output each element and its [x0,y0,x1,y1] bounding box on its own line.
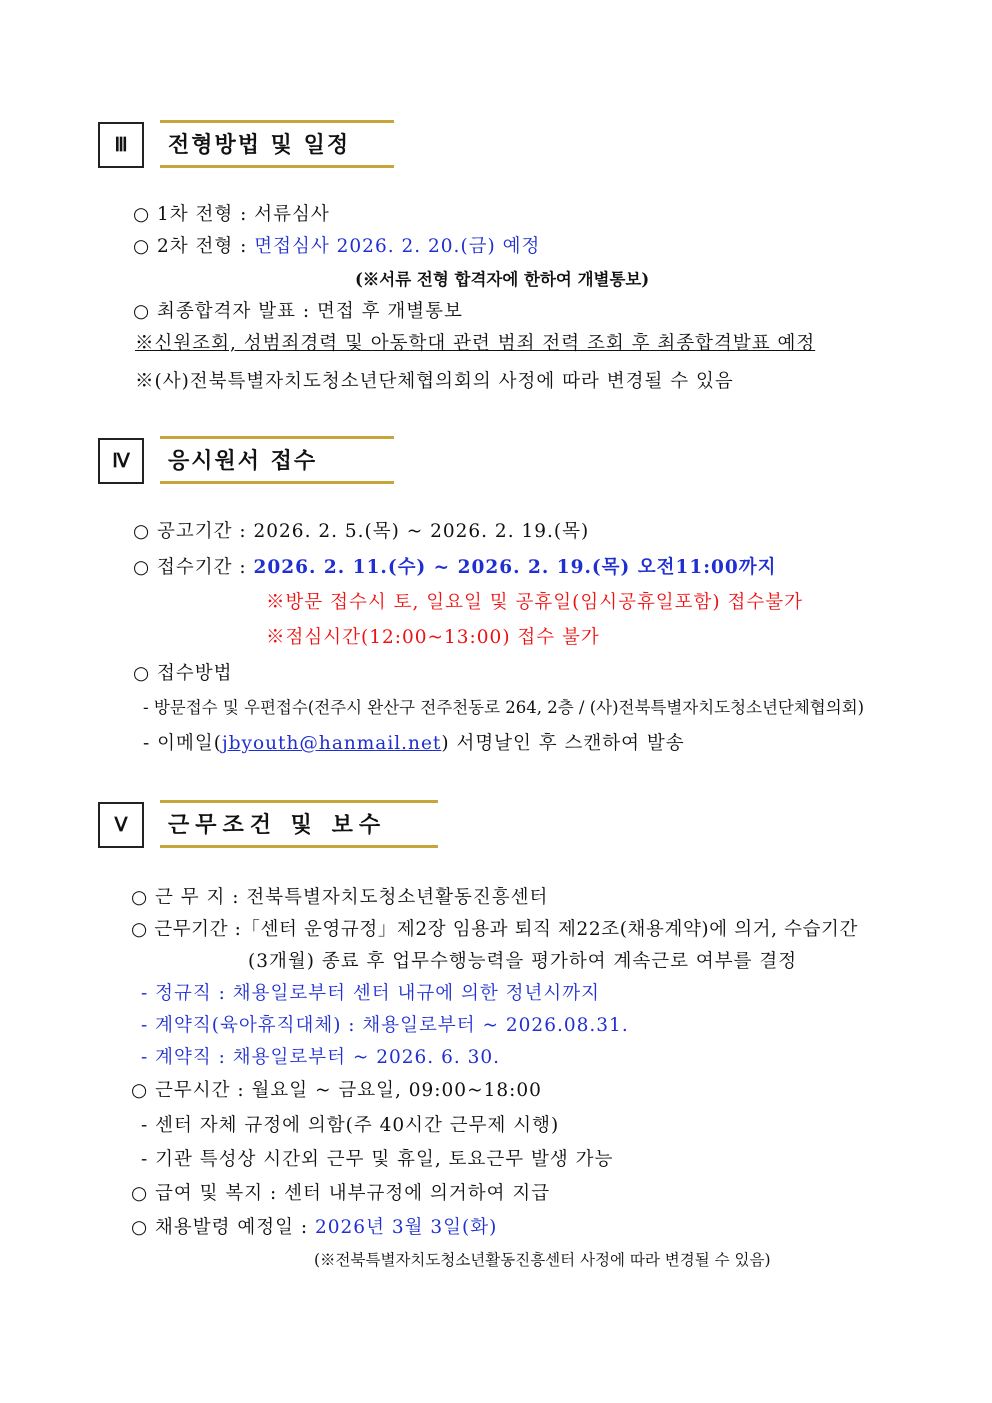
s5-line-11-label: ○ 채용발령 예정일 : [131,1217,315,1238]
s5-line-12-note: (※전북특별자치도청소년활동진흥센터 사정에 따라 변경될 수 있음) [314,1251,771,1269]
section-3-rule-bottom [160,165,394,168]
s4-line-7-suffix: ) 서명날인 후 스캔하여 발송 [441,733,685,754]
s4-line-3-note: ※방문 접수시 토, 일요일 및 공휴일(임시공휴일포함) 접수불가 [266,592,804,613]
section-5-rule-bottom [160,845,438,848]
s3-line-3-note: (※서류 전형 합격자에 한하여 개별통보) [355,270,650,289]
s5-line-9: - 기관 특성상 시간외 근무 및 휴일, 토요근무 발생 가능 [141,1149,614,1170]
s4-line-2 [133,553,777,579]
s5-line-4: - 정규직 : 채용일로부터 센터 내규에 의한 정년시까지 [141,983,600,1004]
s3-line-2-value: 면접심사 2026. 2. 20.(금) 예정 [254,236,541,257]
email-link[interactable]: jbyouth@hanmail.net [221,733,442,754]
section-4-header [98,438,398,486]
section-3-header [98,122,398,170]
s5-line-7: ○ 근무시간 : 월요일 ~ 금요일, 09:00~18:00 [131,1080,542,1101]
s5-line-11-value: 2026년 3월 3일(화) [315,1217,498,1238]
s4-line-4-note: ※점심시간(12:00~13:00) 접수 불가 [266,627,600,648]
section-4-title: 응시원서 접수 [168,447,318,474]
s4-line-2-label: ○ 접수기간 : [133,557,254,578]
section-4-rule-bottom [160,481,394,484]
s3-line-6-note: ※(사)전북특별자치도청소년단체협의회의 사정에 따라 변경될 수 있음 [135,371,734,392]
s5-line-10: ○ 급여 및 복지 : 센터 내부규정에 의거하여 지급 [131,1183,551,1204]
s5-line-2: ○ 근무기간 :「센터 운영규정」제2장 임용과 퇴직 제22조(채용계약)에 의거, 수습기간 [131,919,858,940]
s5-line-1: ○ 근 무 지 : 전북특별자치도청소년활동진흥센터 [131,887,549,908]
section-5-number: Ⅴ [98,802,144,848]
section-5-title: 근무조건 및 보수 [168,811,387,838]
s3-line-2 [133,232,540,258]
s3-line-5-note: ※신원조회, 성범죄경력 및 아동학대 관련 범죄 전력 조회 후 최종합격발표 예정 [135,333,816,354]
s5-line-6: - 계약직 : 채용일로부터 ~ 2026. 6. 30. [141,1047,501,1068]
section-3-number: Ⅲ [98,122,144,168]
s3-line-2-label: ○ 2차 전형 : [133,236,255,257]
s5-line-8: - 센터 자체 규정에 의함(주 40시간 근무제 시행) [141,1115,560,1136]
s4-line-5: ○ 접수방법 [133,663,233,684]
s3-line-4: ○ 최종합격자 발표 : 면접 후 개별통보 [133,301,463,322]
s4-line-2-value: 2026. 2. 11.(수) ~ 2026. 2. 19.(목) 오전11:00까지 [253,557,777,578]
s5-line-3: (3개월) 종료 후 업무수행능력을 평가하여 계속근로 여부를 결정 [248,951,798,972]
s5-line-5: - 계약직(육아휴직대체) : 채용일로부터 ~ 2026.08.31. [141,1015,629,1036]
section-4-number: Ⅳ [98,438,144,484]
section-3-title: 전형방법 및 일정 [168,131,351,158]
s5-line-11 [131,1213,497,1239]
section-5-header [98,802,443,850]
s4-line-7 [143,729,685,755]
s4-line-7-prefix: - 이메일( [143,733,222,754]
s3-line-1: ○ 1차 전형 : 서류심사 [133,204,330,225]
s4-line-1: ○ 공고기간 : 2026. 2. 5.(목) ~ 2026. 2. 19.(목) [133,521,590,542]
s4-line-6: - 방문접수 및 우편접수(전주시 완산구 전주천동로 264, 2층 / (사)전북특별자치도청소년단체협의회) [143,698,865,717]
